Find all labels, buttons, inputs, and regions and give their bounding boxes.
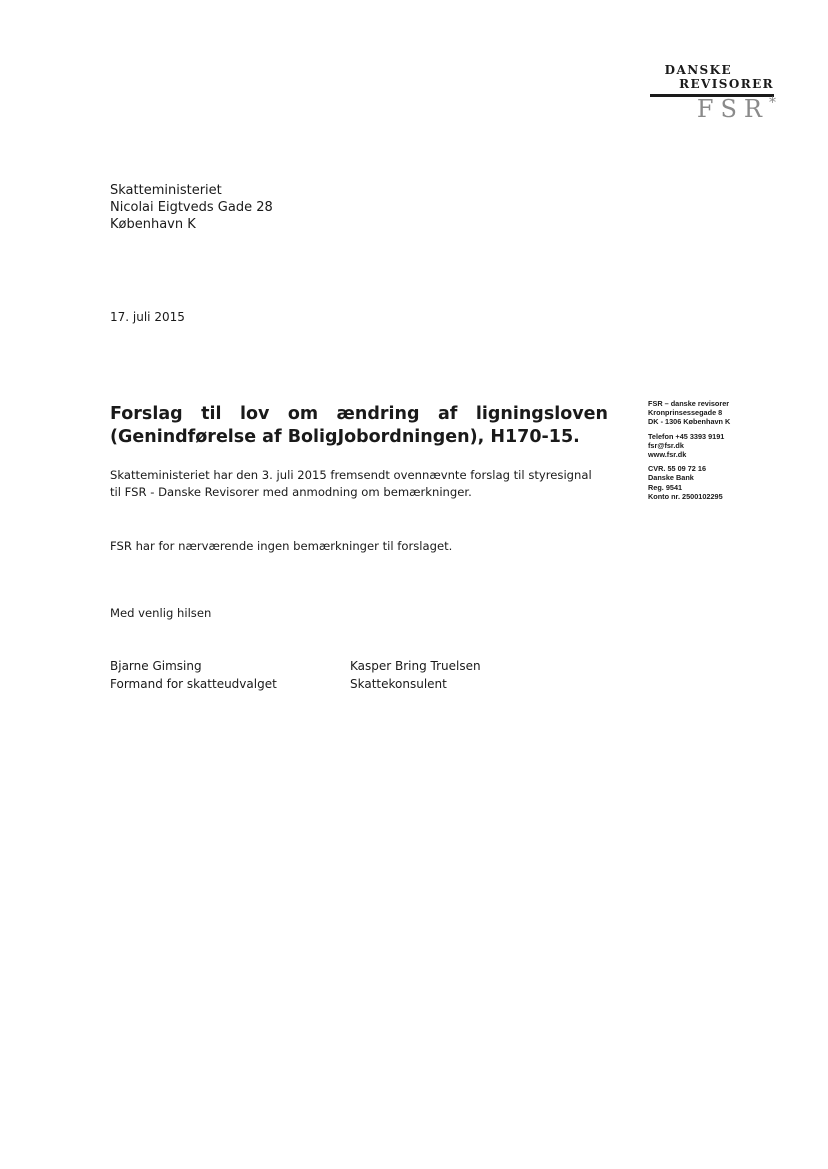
sender-street: Kronprinsessegade 8 <box>648 408 723 418</box>
signature-1-name: Bjarne Gimsing <box>110 659 202 673</box>
recipient-address <box>110 182 273 233</box>
title-line-2: (Genindførelse af BoligJobordningen), H170-15. <box>110 427 580 447</box>
signature-1 <box>110 657 277 693</box>
logo-star: * <box>769 95 776 111</box>
logo-text-danske: DANSKE <box>664 63 732 77</box>
logo-text-revisorer: REVISORER <box>679 77 774 91</box>
closing-greeting: Med venlig hilsen <box>110 606 212 620</box>
signature-2 <box>350 657 481 693</box>
fsr-logo <box>648 62 776 132</box>
letter-title <box>110 403 608 449</box>
recipient-street: Nicolai Eigtveds Gade 28 <box>110 200 273 215</box>
signature-2-role: Skattekonsulent <box>350 677 447 691</box>
body-paragraph-2: FSR har for nærværende ingen bemærkninger til forslaget. <box>110 539 453 553</box>
sender-konto: Konto nr. 2500102295 <box>648 491 723 501</box>
sender-email: fsr@fsr.dk <box>648 440 684 450</box>
sender-info-sidebar <box>648 399 730 501</box>
sender-phone: Telefon +45 3393 9191 <box>648 431 725 441</box>
sender-bank: Danske Bank <box>648 473 694 483</box>
signature-2-name: Kasper Bring Truelsen <box>350 659 481 673</box>
title-line-1: Forslag til lov om ændring af ligningsloven <box>110 404 608 424</box>
sender-city: DK - 1306 København K <box>648 417 731 427</box>
body-paragraph-1-line-2: til FSR - Danske Revisorer med anmodning om bemærkninger. <box>110 485 472 499</box>
sender-address-block <box>648 399 730 427</box>
signature-1-role: Formand for skatteudvalget <box>110 677 277 691</box>
body-paragraph-1-line-1: Skatteministeriet har den 3. juli 2015 fremsendt ovennævnte forslag til styresignal <box>110 468 592 482</box>
recipient-name: Skatteministeriet <box>110 183 222 198</box>
logo-mark-text: FSR <box>696 95 769 123</box>
sender-bank-block <box>648 464 730 501</box>
body-paragraph-1 <box>110 467 592 501</box>
sender-web: www.fsr.dk <box>648 450 687 460</box>
letter-date: 17. juli 2015 <box>110 310 185 324</box>
recipient-city: København K <box>110 217 196 232</box>
logo-mark <box>697 95 776 123</box>
sender-cvr: CVR. 55 09 72 16 <box>648 464 707 474</box>
sender-reg: Reg. 9541 <box>648 482 683 492</box>
sender-contact-block <box>648 432 730 460</box>
sender-org: FSR – danske revisorer <box>648 399 730 408</box>
